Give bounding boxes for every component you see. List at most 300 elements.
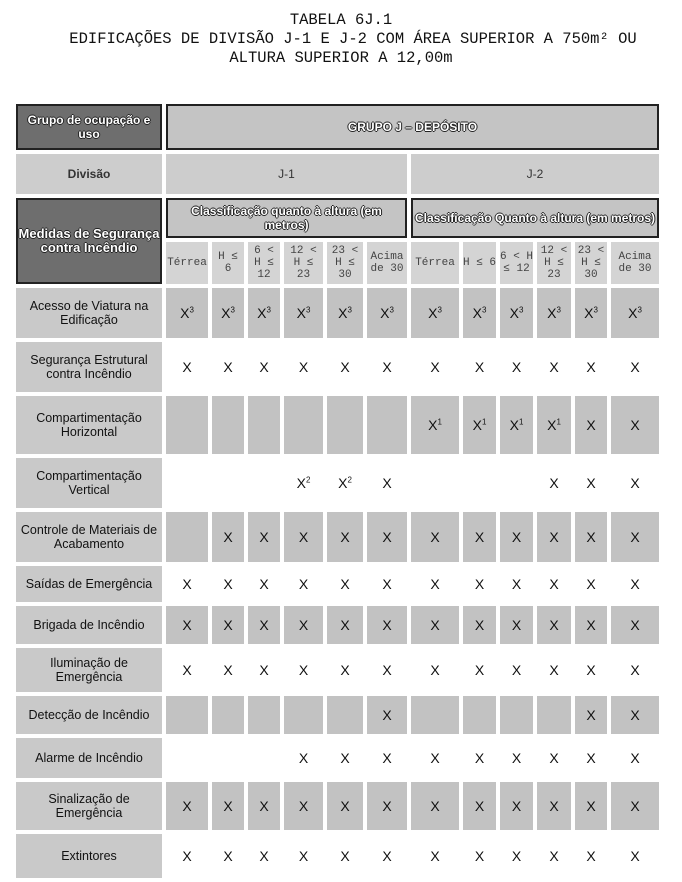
requirement-cell (212, 342, 244, 392)
requirement-cell (284, 696, 323, 734)
required-mark: X (474, 359, 485, 375)
requirement-cell (611, 606, 659, 644)
requirement-cell (500, 648, 533, 692)
measure-label: Brigada de Incêndio (16, 606, 162, 644)
required-mark: X (430, 798, 440, 814)
requirement-cell (166, 696, 208, 734)
measure-label: Controle de Materiais de Acabamento (16, 512, 162, 562)
height-header: Acima de 30 (367, 242, 407, 284)
footnote-ref: 3 (230, 305, 235, 315)
requirement-cell (367, 606, 407, 644)
requirement-cell (537, 648, 571, 692)
requirement-cell (463, 738, 496, 778)
requirement-cell (327, 738, 363, 778)
requirement-cell (166, 566, 208, 602)
required-mark: X (586, 750, 596, 766)
required-mark: X (586, 798, 596, 814)
requirement-cell (166, 288, 208, 338)
table-title: EDIFICAÇÕES DE DIVISÃO J-1 E J-2 COM ÁREA SUPERIOR A 750m² OU (69, 30, 637, 48)
footnote-ref: 3 (437, 305, 442, 315)
division-j1: J-1 (166, 154, 407, 194)
requirement-cell (611, 512, 659, 562)
requirement-cell (611, 834, 659, 878)
height-header: Térrea (411, 242, 459, 284)
required-mark: X (586, 417, 596, 433)
requirement-cell (212, 606, 244, 644)
requirement-cell (327, 458, 363, 508)
required-mark: X (257, 305, 267, 321)
required-mark: X (298, 798, 309, 814)
requirement-cell (463, 458, 496, 508)
required-mark: X (474, 576, 485, 592)
required-mark: X (340, 359, 350, 375)
requirement-cell (212, 834, 244, 878)
required-mark: X (182, 576, 192, 592)
requirement-cell (212, 512, 244, 562)
height-header: Térrea (166, 242, 208, 284)
required-mark: X (380, 305, 390, 321)
requirement-cell (575, 696, 607, 734)
required-mark: X (223, 529, 233, 545)
requirement-cell (611, 566, 659, 602)
requirement-cell (166, 396, 208, 454)
requirement-cell (537, 288, 571, 338)
required-mark: X (382, 475, 392, 491)
requirement-cell (367, 834, 407, 878)
required-mark: X (430, 750, 440, 766)
required-mark: X (259, 529, 269, 545)
requirement-cell (575, 648, 607, 692)
requirement-cell (367, 396, 407, 454)
table-row (16, 458, 659, 508)
required-mark: X (509, 305, 519, 321)
requirement-cell (284, 512, 323, 562)
requirement-cell (284, 342, 323, 392)
requirement-cell (463, 288, 496, 338)
measure-label: Acesso de Viatura na Edificação (16, 288, 162, 338)
required-mark: X (298, 359, 309, 375)
required-mark: X (549, 750, 559, 766)
requirement-cell (248, 288, 280, 338)
footnote-ref: 3 (518, 305, 524, 315)
required-mark: X (511, 617, 522, 633)
requirement-cell (411, 606, 459, 644)
required-mark: X (340, 576, 350, 592)
required-mark: X (549, 529, 559, 545)
footnote-ref: 3 (266, 305, 271, 315)
requirement-cell (327, 512, 363, 562)
required-mark: X (382, 359, 392, 375)
required-mark: X (298, 576, 309, 592)
height-header: H ≤ 6 (212, 242, 244, 284)
requirement-cell (611, 342, 659, 392)
required-mark: X (586, 475, 596, 491)
required-mark: X (511, 576, 522, 592)
required-mark: X (223, 576, 233, 592)
footnote-ref: 3 (305, 305, 311, 315)
required-mark: X (630, 359, 640, 375)
required-mark: X (259, 798, 269, 814)
requirement-cell (575, 342, 607, 392)
required-mark: X (549, 798, 559, 814)
required-mark: X (182, 848, 192, 864)
requirement-cell (411, 342, 459, 392)
height-header: 6 < H ≤ 12 (500, 242, 533, 284)
requirement-cell (537, 738, 571, 778)
requirement-cell (463, 696, 496, 734)
requirement-cell (500, 288, 533, 338)
requirement-cell (537, 458, 571, 508)
requirement-cell (500, 342, 533, 392)
requirement-cell (212, 396, 244, 454)
height-header: H ≤ 6 (463, 242, 496, 284)
requirement-cell (327, 396, 363, 454)
required-mark: X (472, 417, 482, 433)
required-mark: X (584, 305, 594, 321)
required-mark: X (586, 529, 596, 545)
requirement-cell (166, 648, 208, 692)
required-mark: X (511, 848, 522, 864)
footnote-ref: 3 (593, 305, 598, 315)
required-mark: X (180, 305, 190, 321)
requirement-cell (575, 566, 607, 602)
required-mark: X (259, 662, 269, 678)
table-row (16, 512, 659, 562)
required-mark: X (382, 848, 392, 864)
required-mark: X (340, 750, 350, 766)
required-mark: X (630, 417, 640, 433)
required-mark: X (474, 617, 485, 633)
requirement-cell (411, 396, 459, 454)
requirement-cell (367, 566, 407, 602)
height-header: 12 < H ≤ 23 (284, 242, 323, 284)
required-mark: X (630, 576, 640, 592)
required-mark: X (630, 617, 640, 633)
required-mark: X (549, 576, 559, 592)
measure-label: Alarme de Incêndio (16, 738, 162, 778)
requirement-cell (284, 458, 323, 508)
requirement-cell (611, 288, 659, 338)
required-mark: X (428, 305, 438, 321)
requirement-cell (500, 512, 533, 562)
height-header: 23 < H ≤ 30 (327, 242, 363, 284)
measure-label: Compartimentação Horizontal (16, 396, 162, 454)
required-mark: X (586, 707, 596, 723)
requirement-cell (327, 288, 363, 338)
measure-label: Compartimentação Vertical (16, 458, 162, 508)
requirement-cell (367, 738, 407, 778)
footnote-ref: 3 (389, 305, 394, 315)
footnote-ref: 2 (347, 475, 352, 485)
required-mark: X (298, 617, 309, 633)
requirements-table (12, 100, 663, 882)
division-label: Divisão (16, 154, 162, 194)
required-mark: X (182, 798, 192, 814)
requirement-cell (411, 512, 459, 562)
required-mark: X (549, 359, 559, 375)
required-mark: X (182, 662, 192, 678)
height-class-j2: Classificação Quanto à altura (em metros) (411, 198, 659, 238)
requirement-cell (575, 606, 607, 644)
requirement-cell (500, 458, 533, 508)
required-mark: X (259, 359, 269, 375)
table-row (16, 606, 659, 644)
requirement-cell (611, 648, 659, 692)
requirement-cell (166, 738, 208, 778)
required-mark: X (430, 359, 440, 375)
required-mark: X (182, 617, 192, 633)
requirement-cell (284, 396, 323, 454)
required-mark: X (630, 707, 640, 723)
required-mark: X (586, 662, 596, 678)
measure-label: Saídas de Emergência (16, 566, 162, 602)
requirement-cell (248, 396, 280, 454)
requirement-cell (166, 512, 208, 562)
requirement-cell (411, 738, 459, 778)
required-mark: X (298, 529, 309, 545)
requirement-cell (212, 738, 244, 778)
required-mark: X (509, 417, 519, 433)
height-class-j1: Classificação quanto à altura (em metros) (166, 198, 407, 238)
requirement-cell (166, 834, 208, 878)
required-mark: X (430, 529, 440, 545)
required-mark: X (511, 662, 522, 678)
requirement-cell (537, 834, 571, 878)
required-mark: X (298, 662, 309, 678)
footnote-ref: 1 (556, 417, 561, 427)
requirement-cell (500, 834, 533, 878)
required-mark: X (382, 529, 392, 545)
footnote-ref: 1 (437, 417, 442, 427)
requirement-cell (611, 738, 659, 778)
requirement-cell (367, 696, 407, 734)
required-mark: X (549, 662, 559, 678)
footnote-ref: 1 (518, 417, 524, 427)
required-mark: X (223, 662, 233, 678)
table-row (16, 342, 659, 392)
measures-label: Medidas de Segurança contra Incêndio (16, 198, 162, 284)
requirement-cell (500, 696, 533, 734)
requirement-cell (611, 396, 659, 454)
requirement-cell (212, 566, 244, 602)
required-mark: X (221, 305, 231, 321)
table-row (16, 738, 659, 778)
requirement-cell (575, 458, 607, 508)
required-mark: X (382, 662, 392, 678)
required-mark: X (630, 798, 640, 814)
requirement-cell (166, 458, 208, 508)
requirement-cell (367, 648, 407, 692)
required-mark: X (474, 798, 485, 814)
required-mark: X (223, 798, 233, 814)
measure-label: Sinalização de Emergência (16, 782, 162, 830)
required-mark: X (430, 576, 440, 592)
requirement-cell (575, 396, 607, 454)
requirement-cell (327, 566, 363, 602)
required-mark: X (474, 529, 485, 545)
requirement-cell (248, 696, 280, 734)
requirement-cell (327, 606, 363, 644)
requirement-cell (575, 738, 607, 778)
required-mark: X (511, 359, 522, 375)
required-mark: X (549, 848, 559, 864)
required-mark: X (472, 305, 482, 321)
table-row (16, 396, 659, 454)
required-mark: X (586, 576, 596, 592)
requirement-cell (367, 288, 407, 338)
required-mark: X (547, 417, 557, 433)
requirement-cell (327, 834, 363, 878)
required-mark: X (474, 750, 485, 766)
requirement-cell (248, 738, 280, 778)
required-mark: X (296, 475, 306, 491)
requirement-cell (500, 396, 533, 454)
required-mark: X (630, 529, 640, 545)
footnote-ref: 3 (556, 305, 561, 315)
requirement-cell (411, 696, 459, 734)
requirement-cell (212, 648, 244, 692)
required-mark: X (340, 617, 350, 633)
requirement-cell (284, 288, 323, 338)
required-mark: X (630, 848, 640, 864)
required-mark: X (338, 475, 348, 491)
requirement-cell (367, 342, 407, 392)
required-mark: X (382, 798, 392, 814)
requirement-cell (284, 566, 323, 602)
requirement-cell (537, 512, 571, 562)
requirement-cell (537, 342, 571, 392)
requirement-cell (537, 606, 571, 644)
requirement-cell (367, 512, 407, 562)
requirement-cell (575, 288, 607, 338)
requirement-cell (411, 288, 459, 338)
required-mark: X (474, 848, 485, 864)
requirement-cell (463, 396, 496, 454)
required-mark: X (430, 617, 440, 633)
height-header: 6 < H ≤ 12 (248, 242, 280, 284)
table-title-cont: ALTURA SUPERIOR A 12,00m (229, 49, 453, 67)
requirement-cell (166, 342, 208, 392)
required-mark: X (586, 617, 596, 633)
height-header: 23 < H ≤ 30 (575, 242, 607, 284)
measure-label: Iluminação de Emergência (16, 648, 162, 692)
requirement-cell (166, 606, 208, 644)
requirement-cell (411, 648, 459, 692)
required-mark: X (223, 359, 233, 375)
requirement-cell (411, 834, 459, 878)
required-mark: X (259, 848, 269, 864)
requirement-cell (463, 834, 496, 878)
required-mark: X (430, 848, 440, 864)
height-header: 12 < H ≤ 23 (537, 242, 571, 284)
requirement-cell (248, 512, 280, 562)
table-row (16, 834, 659, 878)
required-mark: X (298, 750, 309, 766)
height-header: Acima de 30 (611, 242, 659, 284)
required-mark: X (340, 798, 350, 814)
requirement-cell (537, 696, 571, 734)
division-j2: J-2 (411, 154, 659, 194)
required-mark: X (259, 617, 269, 633)
requirement-cell (575, 834, 607, 878)
measure-label: Extintores (16, 834, 162, 878)
required-mark: X (630, 475, 640, 491)
requirement-cell (327, 696, 363, 734)
table-row (16, 566, 659, 602)
requirement-cell (248, 648, 280, 692)
required-mark: X (628, 305, 638, 321)
requirement-cell (367, 458, 407, 508)
measure-label: Segurança Estrutural contra Incêndio (16, 342, 162, 392)
requirement-cell (212, 696, 244, 734)
required-mark: X (547, 305, 557, 321)
required-mark: X (549, 617, 559, 633)
requirement-cell (463, 512, 496, 562)
requirement-cell (537, 396, 571, 454)
requirement-cell (500, 566, 533, 602)
footnote-ref: 2 (305, 475, 311, 485)
required-mark: X (338, 305, 348, 321)
required-mark: X (182, 359, 192, 375)
required-mark: X (259, 576, 269, 592)
requirement-cell (463, 342, 496, 392)
required-mark: X (428, 417, 438, 433)
required-mark: X (511, 798, 522, 814)
requirement-cell (327, 648, 363, 692)
table-row (16, 648, 659, 692)
required-mark: X (630, 750, 640, 766)
table-row (16, 288, 659, 338)
required-mark: X (382, 707, 392, 723)
requirement-cell (212, 458, 244, 508)
requirement-cell (248, 566, 280, 602)
requirement-cell (248, 458, 280, 508)
footnote-ref: 3 (637, 305, 642, 315)
required-mark: X (223, 617, 233, 633)
measure-label: Detecção de Incêndio (16, 696, 162, 734)
required-mark: X (549, 475, 559, 491)
requirement-cell (463, 606, 496, 644)
required-mark: X (382, 576, 392, 592)
required-mark: X (474, 662, 485, 678)
requirement-cell (411, 458, 459, 508)
requirement-cell (463, 566, 496, 602)
requirement-cell (284, 834, 323, 878)
footnote-ref: 3 (481, 305, 487, 315)
requirement-cell (284, 606, 323, 644)
table-number: TABELA 6J.1 (289, 11, 393, 29)
table-row (16, 696, 659, 734)
required-mark: X (223, 848, 233, 864)
required-mark: X (511, 750, 522, 766)
requirement-cell (327, 342, 363, 392)
requirement-cell (537, 566, 571, 602)
footnote-ref: 1 (481, 417, 487, 427)
requirement-cell (248, 606, 280, 644)
requirement-cell (611, 696, 659, 734)
required-mark: X (296, 305, 306, 321)
requirement-cell (611, 458, 659, 508)
required-mark: X (340, 848, 350, 864)
required-mark: X (382, 617, 392, 633)
requirement-cell (248, 342, 280, 392)
requirement-cell (500, 738, 533, 778)
required-mark: X (430, 662, 440, 678)
required-mark: X (298, 848, 309, 864)
requirement-cell (212, 288, 244, 338)
requirement-cell (248, 834, 280, 878)
required-mark: X (511, 529, 522, 545)
